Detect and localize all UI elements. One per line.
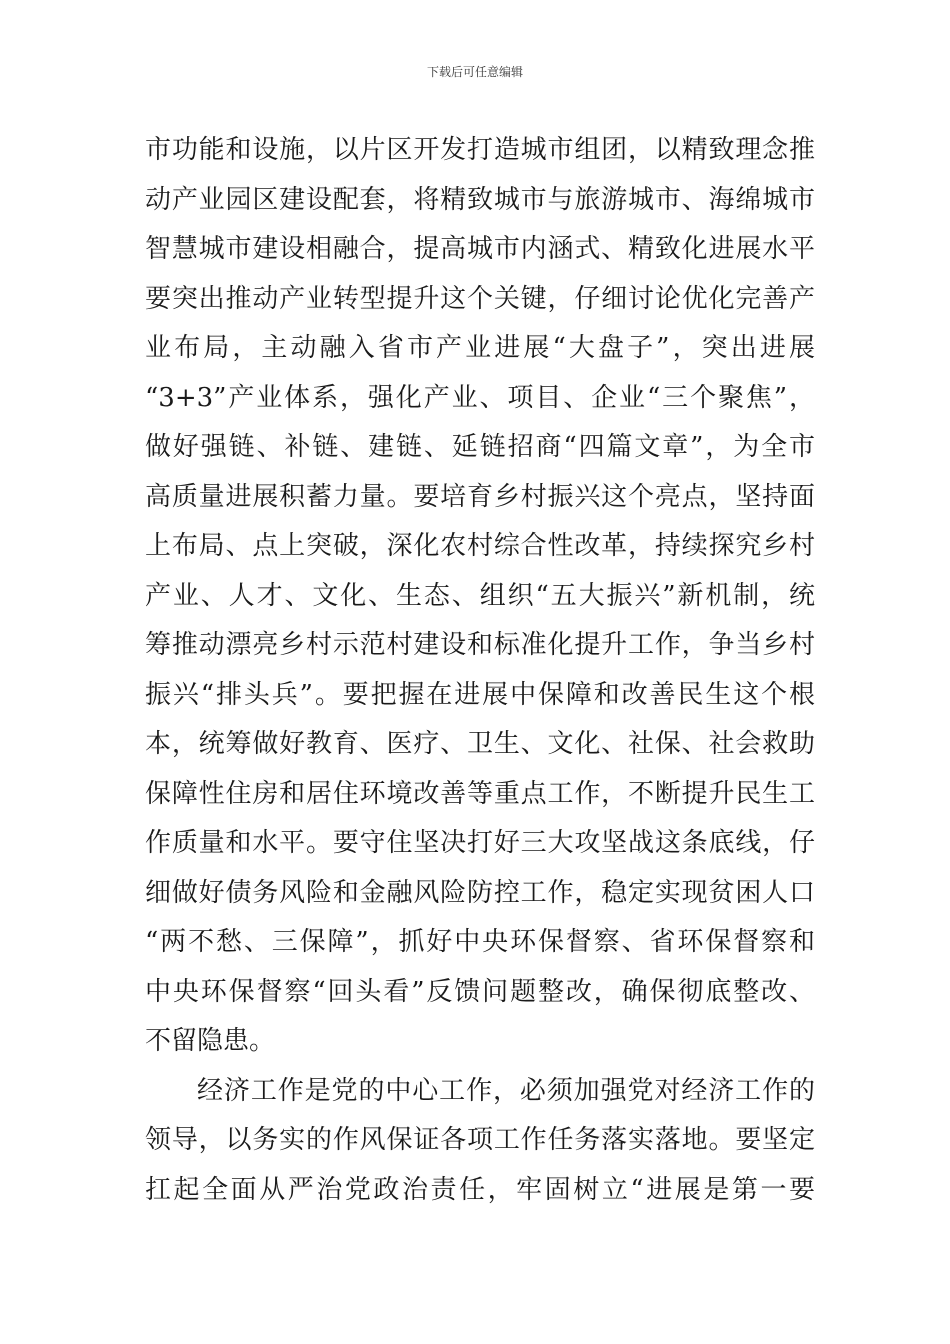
text-line: 动产业园区建设配套，将精致城市与旅游城市、海绵城市 (145, 184, 815, 215)
text-line: 筹推动漂亮乡村示范村建设和标准化提升工作，争当乡村 (145, 630, 815, 660)
text-line: 保障性住房和居住环境改善等重点工作，不断提升民生工 (145, 778, 815, 809)
body-text (145, 126, 815, 1215)
text-line: 振兴“排头兵”。要把握在进展中保障和改善民生这个根 (145, 679, 815, 710)
text-line: 经济工作是党的中心工作，必须加强党对经济工作的 (197, 1075, 815, 1106)
page-header: 下载后可任意编辑 (426, 65, 523, 79)
text-line: 不留隐患。 (145, 1026, 276, 1056)
text-line: 细做好债务风险和金融风险防控工作，稳定实现贫困人口 (145, 877, 815, 908)
text-line: “3+3”产业体系，强化产业、项目、企业“三个聚焦”， (145, 382, 815, 413)
text-line: 业布局，主动融入省市产业进展“大盘子”，突出进展 (145, 333, 815, 363)
text-line: 中央环保督察“回头看”反馈问题整改，确保彻底整改、 (145, 976, 815, 1007)
text-line: 做好强链、补链、建链、延链招商“四篇文章”，为全市 (145, 432, 815, 462)
text-line: 产业、人才、文化、生态、组织“五大振兴”新机制，统 (145, 580, 815, 611)
text-line: 要突出推动产业转型提升这个关键，仔细讨论优化完善产 (145, 283, 815, 314)
text-line: 智慧城市建设相融合，提高城市内涵式、精致化进展水平 (145, 234, 815, 264)
text-line: 上布局、点上突破，深化农村综合性改革，持续探究乡村 (145, 531, 815, 561)
text-line: 高质量进展积蓄力量。要培育乡村振兴这个亮点，坚持面 (145, 481, 815, 512)
text-line: 本，统筹做好教育、医疗、卫生、文化、社保、社会救助 (145, 729, 815, 759)
text-line: 扛起全面从严治党政治责任，牢固树立“进展是第一要 (145, 1174, 815, 1205)
text-line: 市功能和设施，以片区开发打造城市组团，以精致理念推 (145, 135, 815, 165)
text-line: 作质量和水平。要守住坚决打好三大攻坚战这条底线，仔 (145, 828, 815, 858)
text-line: 领导，以务实的作风保证各项工作任务落实落地。要坚定 (145, 1125, 815, 1155)
text-line: “两不愁、三保障”，抓好中央环保督察、省环保督察和 (145, 927, 815, 957)
